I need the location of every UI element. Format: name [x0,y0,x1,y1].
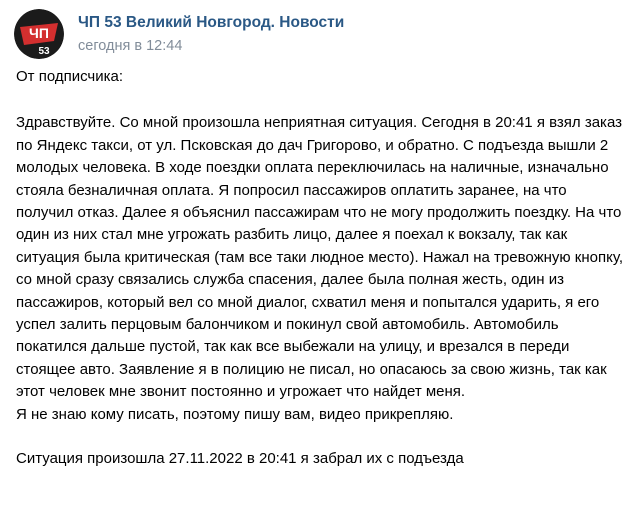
avatar-text: ЧП [29,25,49,41]
community-logo-icon [14,9,64,59]
post-paragraph-plea: Я не знаю кому писать, поэтому пишу вам, видео прикрепляю. [16,405,454,423]
post-text [16,66,628,471]
post-intro: От подписчика: [16,68,124,85]
post-header [14,6,344,62]
post-paragraph-main: Здравствуйте. Со мной произошла неприятная ситуация. Сегодня в 20:41 я взял заказ по Яндекс такси, от ул. Псковская до дач Григорово, и обратно. С подъезда вышли 2 молодых человека. В ходе поездки оплата переключилась на наличные, изначально стояла безналичная оплата. Я попросил пассажиров оплатить заранее, на что получил отказ. Далее я объяснил пассажирам что не могу продолжить поездку. На что один из них стал мне угрожать разбить лицо, далее я поехал к вокзалу, так как ситуация была критическая (там все таки людное место). Нажал на тревожную кнопку, со мной сразу связались служба спасения, далее была полная жесть, один из пассажиров, который вел со мной диалог, схватил меня и попытался ударить, я его успел залить перцовым балончиком и покинул свой автомобиль. Автомобиль покатился дальше пустой, так как все выбежали на улицу, и врезался в переди стоящее авто. Заявление я в полицию не писал, но опасаюсь за свою жизнь, так как этот человек мне звонит постоянно и угрожает что найдет меня. [16,114,624,401]
post-paragraph-time: Ситуация произошла 27.11.2022 в 20:41 я забрал их с подъезда [16,450,464,468]
avatar[interactable] [14,9,64,59]
post-date[interactable]: сегодня в 12:44 [78,37,183,54]
author-link[interactable]: ЧП 53 Великий Новгород. Новости [78,13,345,31]
post-meta [78,13,344,56]
avatar-number: 53 [38,46,50,57]
